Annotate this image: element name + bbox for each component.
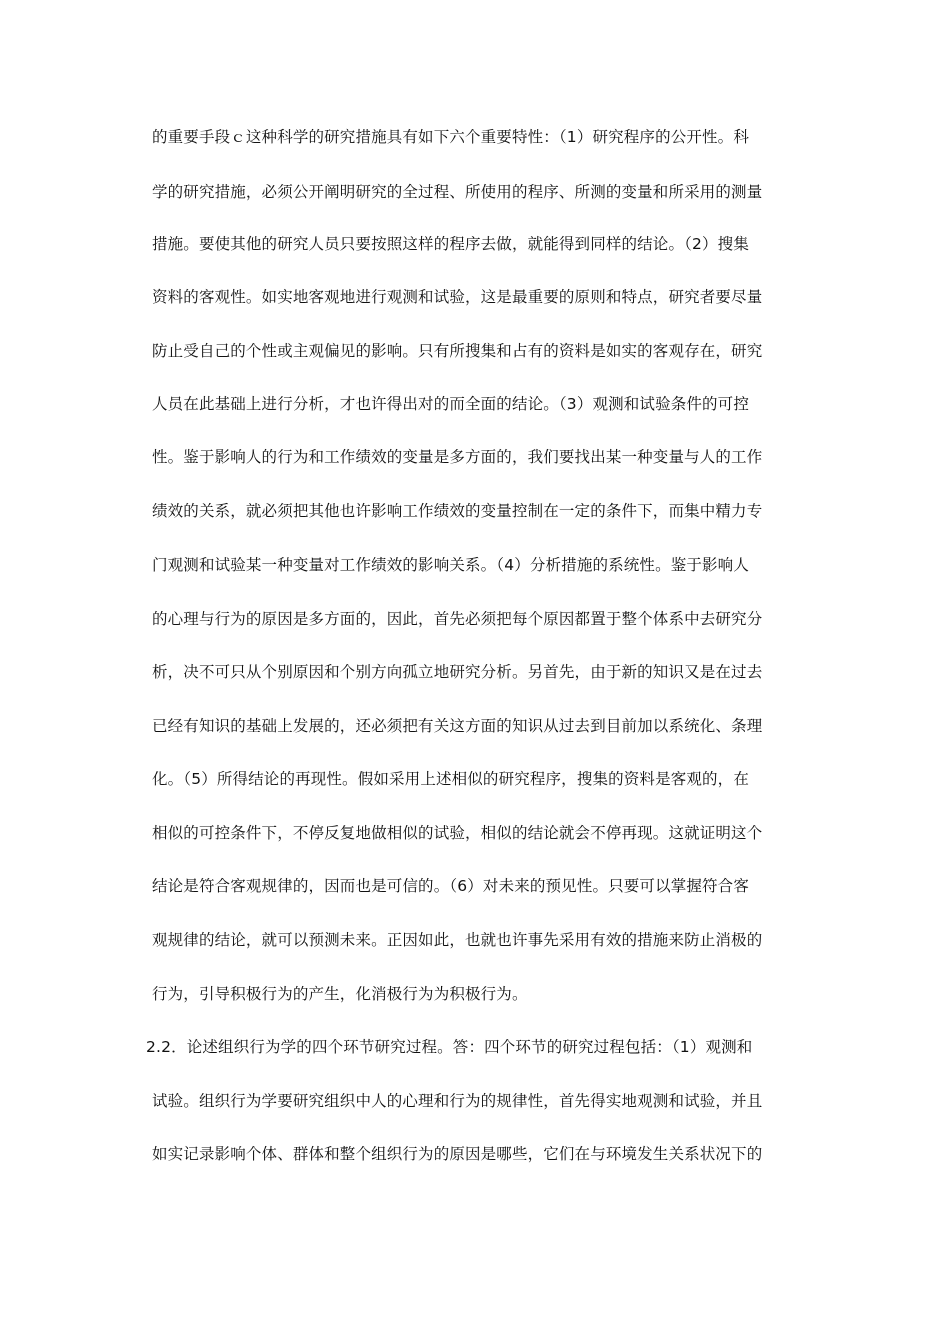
text-line: 的心理与行为的原因是多方面的，因此，首先必须把每个原因都置于整个体系中去研究分 — [152, 610, 763, 628]
text-line: 化。（5）所得结论的再现性。假如采用上述相似的研究程序，搜集的资料是客观的，在 — [152, 770, 749, 788]
text-line: 已经有知识的基础上发展的，还必须把有关这方面的知识从过去到目前加以系统化、条理 — [152, 717, 763, 735]
text-line: 结论是符合客观规律的，因而也是可信的。（6）对未来的预见性。只要可以掌握符合客 — [152, 877, 749, 895]
text-line: 学的研究措施，必须公开阐明研究的全过程、所使用的程序、所测的变量和所采用的测量 — [152, 183, 763, 201]
text-line: 防止受自己的个性或主观偏见的影响。只有所搜集和占有的资料是如实的客观存在，研究 — [152, 342, 763, 360]
text-line: 性。鉴于影响人的行为和工作绩效的变量是多方面的，我们要找出某一种变量与人的工作 — [152, 448, 763, 466]
text-line: 如实记录影响个体、群体和整个组织行为的原因是哪些，它们在与环境发生关系状况下的 — [152, 1145, 763, 1163]
text-line: 行为，引导积极行为的产生，化消极行为为积极行为。 — [152, 985, 528, 1003]
text-line: 人员在此基础上进行分析，才也许得出对的而全面的结论。（3）观测和试验条件的可控 — [152, 395, 749, 413]
text-line: 相似的可控条件下，不停反复地做相似的试验，相似的结论就会不停再现。这就证明这个 — [152, 824, 763, 842]
text-line: 资料的客观性。如实地客观地进行观测和试验，这是最重要的原则和特点，研究者要尽量 — [152, 288, 763, 306]
text-line: 观规律的结论，就可以预测未来。正因如此，也就也许事先采用有效的措施来防止消极的 — [152, 931, 763, 949]
text-line: 绩效的关系，就必须把其他也许影响工作绩效的变量控制在一定的条件下，而集中精力专 — [152, 502, 763, 520]
text-line: 试验。组织行为学要研究组织中人的心理和行为的规律性，首先得实地观测和试验，并且 — [152, 1092, 763, 1110]
text-line: 析，决不可只从个别原因和个别方向孤立地研究分析。另首先，由于新的知识又是在过去 — [152, 663, 763, 681]
text-line: 的重要手段ｃ这种科学的研究措施具有如下六个重要特性：（1）研究程序的公开性。科 — [152, 128, 749, 146]
text-line: 措施。要使其他的研究人员只要按照这样的程序去做，就能得到同样的结论。（2）搜集 — [152, 235, 749, 253]
text-line: 门观测和试验某一种变量对工作绩效的影响关系。（4）分析措施的系统性。鉴于影响人 — [152, 556, 749, 574]
question-heading-line: 2.2．论述组织行为学的四个环节研究过程。答：四个环节的研究过程包括：（1）观测和 — [146, 1038, 753, 1056]
